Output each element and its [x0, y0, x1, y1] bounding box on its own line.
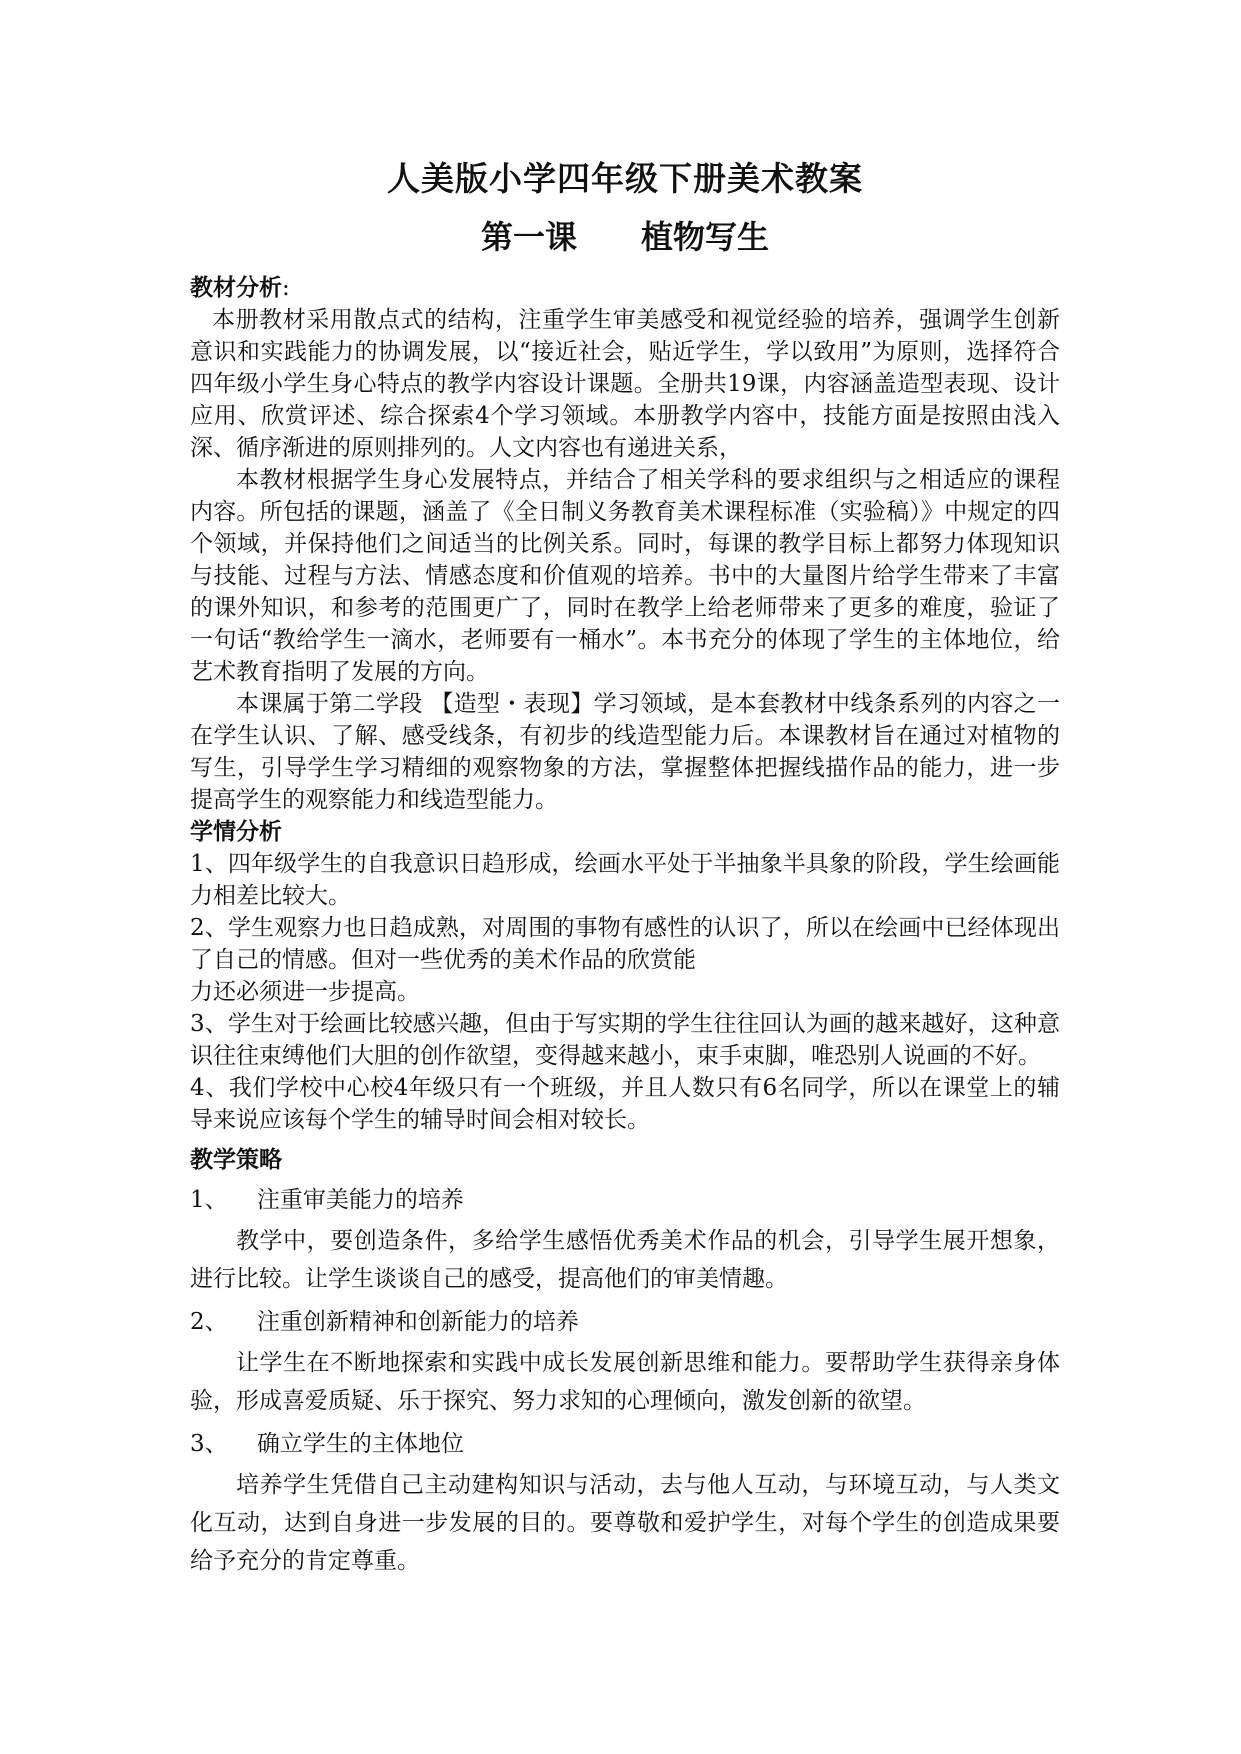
lesson-title: 第一课 植物写生: [480, 218, 769, 256]
strategy-item-number: 2、: [190, 1309, 228, 1335]
paragraph: 本教材根据学生身心发展特点，并结合了相关学科的要求组织与之相适应的课程内容。所包括的课题，涵盖了《全日制义务教育美术课程标准（实验稿）》中规定的四个领域，并保持他们之间适当的比例关系。同时，每课的教学目标上都努力体现知识与技能、过程与方法、情感态度和价值观的培养。书中的大量图片给学生带来了丰富的课外知识，和参考的范围更广了，同时在教学上给老师带来了更多的难度，验证了一句话“教给学生一滴水，老师要有一桶水”。本书充分的体现了学生的主体地位，给艺术教育指明了发展的方向。: [190, 467, 1060, 685]
strategy-item-label: 注重审美能力的培养: [256, 1187, 464, 1213]
paragraph: 本课属于第二学段 【造型・表现】学习领域，是本套教材中线条系列的内容之一在学生认识、了解、感受线条，有初步的线造型能力后。本课教材旨在通过对植物的写生，引导学生学习精细的观察物象的方法，掌握整体把握线描作品的能力，进一步提高学生的观察能力和线造型能力。: [190, 691, 1060, 813]
section-heading-material: [190, 272, 1060, 304]
strategy-item-title: [190, 1306, 1060, 1338]
section-student-analysis: [190, 816, 1060, 1136]
strategy-item-title: [190, 1428, 1060, 1460]
strategy-item-label: 确立学生的主体地位: [256, 1431, 464, 1457]
document-page: [190, 150, 1060, 1580]
list-item: 1、四年级学生的自我意识日趋形成，绘画水平处于半抽象半具象的阶段，学生绘画能力相差比较大。: [190, 851, 1060, 909]
strategy-item-text: 让学生在不断地探索和实践中成长发展创新思维和能力。要帮助学生获得亲身体验，形成喜爱质疑、乐于探究、努力求知的心理倾向，激发创新的欲望。: [190, 1350, 1060, 1414]
section-heading-material-colon: :: [282, 275, 290, 301]
section-heading-material-label: 教材分析: [190, 274, 282, 301]
section-material-analysis: [190, 272, 1060, 816]
strategy-item-number: 3、: [190, 1431, 228, 1457]
document-title: 人美版小学四年级下册美术教案: [387, 159, 863, 198]
strategy-item-text: 教学中，要创造条件，多给学生感悟优秀美术作品的机会，引导学生展开想象，进行比较。让学生谈谈自己的感受，提高他们的审美情趣。: [190, 1228, 1060, 1292]
list-item: 力还必须进一步提高。: [190, 979, 420, 1005]
strategy-item-title: [190, 1184, 1060, 1216]
section-heading-strategy: 教学策略: [190, 1146, 282, 1173]
list-item: 4、我们学校中心校4年级只有一个班级，并且人数只有6名同学，所以在课堂上的辅导来说应该每个学生的辅导时间会相对较长。: [190, 1075, 1060, 1133]
section-heading-students: 学情分析: [190, 818, 282, 845]
strategy-item-label: 注重创新精神和创新能力的培养: [256, 1309, 579, 1335]
list-item: 3、学生对于绘画比较感兴趣，但由于写实期的学生往往回认为画的越来越好，这种意识往往束缚他们大胆的创作欲望，变得越来越小，束手束脚，唯恐别人说画的不好。: [190, 1011, 1060, 1069]
list-item: 2、学生观察力也日趋成熟，对周围的事物有感性的认识了，所以在绘画中已经体现出了自己的情感。但对一些优秀的美术作品的欣赏能: [190, 915, 1060, 973]
strategy-item-number: 1、: [190, 1187, 228, 1213]
section-teaching-strategy: [190, 1144, 1060, 1580]
paragraph: 本册教材采用散点式的结构，注重学生审美感受和视觉经验的培养，强调学生创新意识和实践能力的协调发展，以“接近社会，贴近学生，学以致用”为原则，选择符合四年级小学生身心特点的教学内容设计课题。全册共19课，内容涵盖造型表现、设计应用、欣赏评述、综合探索4个学习领域。本册教学内容中，技能方面是按照由浅入深、循序渐进的原则排列的。人文内容也有递进关系，: [190, 307, 1060, 461]
strategy-item-text: 培养学生凭借自己主动建构知识与活动，去与他人互动，与环境互动，与人类文化互动，达到自身进一步发展的目的。要尊敬和爱护学生，对每个学生的创造成果要给予充分的肯定尊重。: [190, 1472, 1060, 1574]
